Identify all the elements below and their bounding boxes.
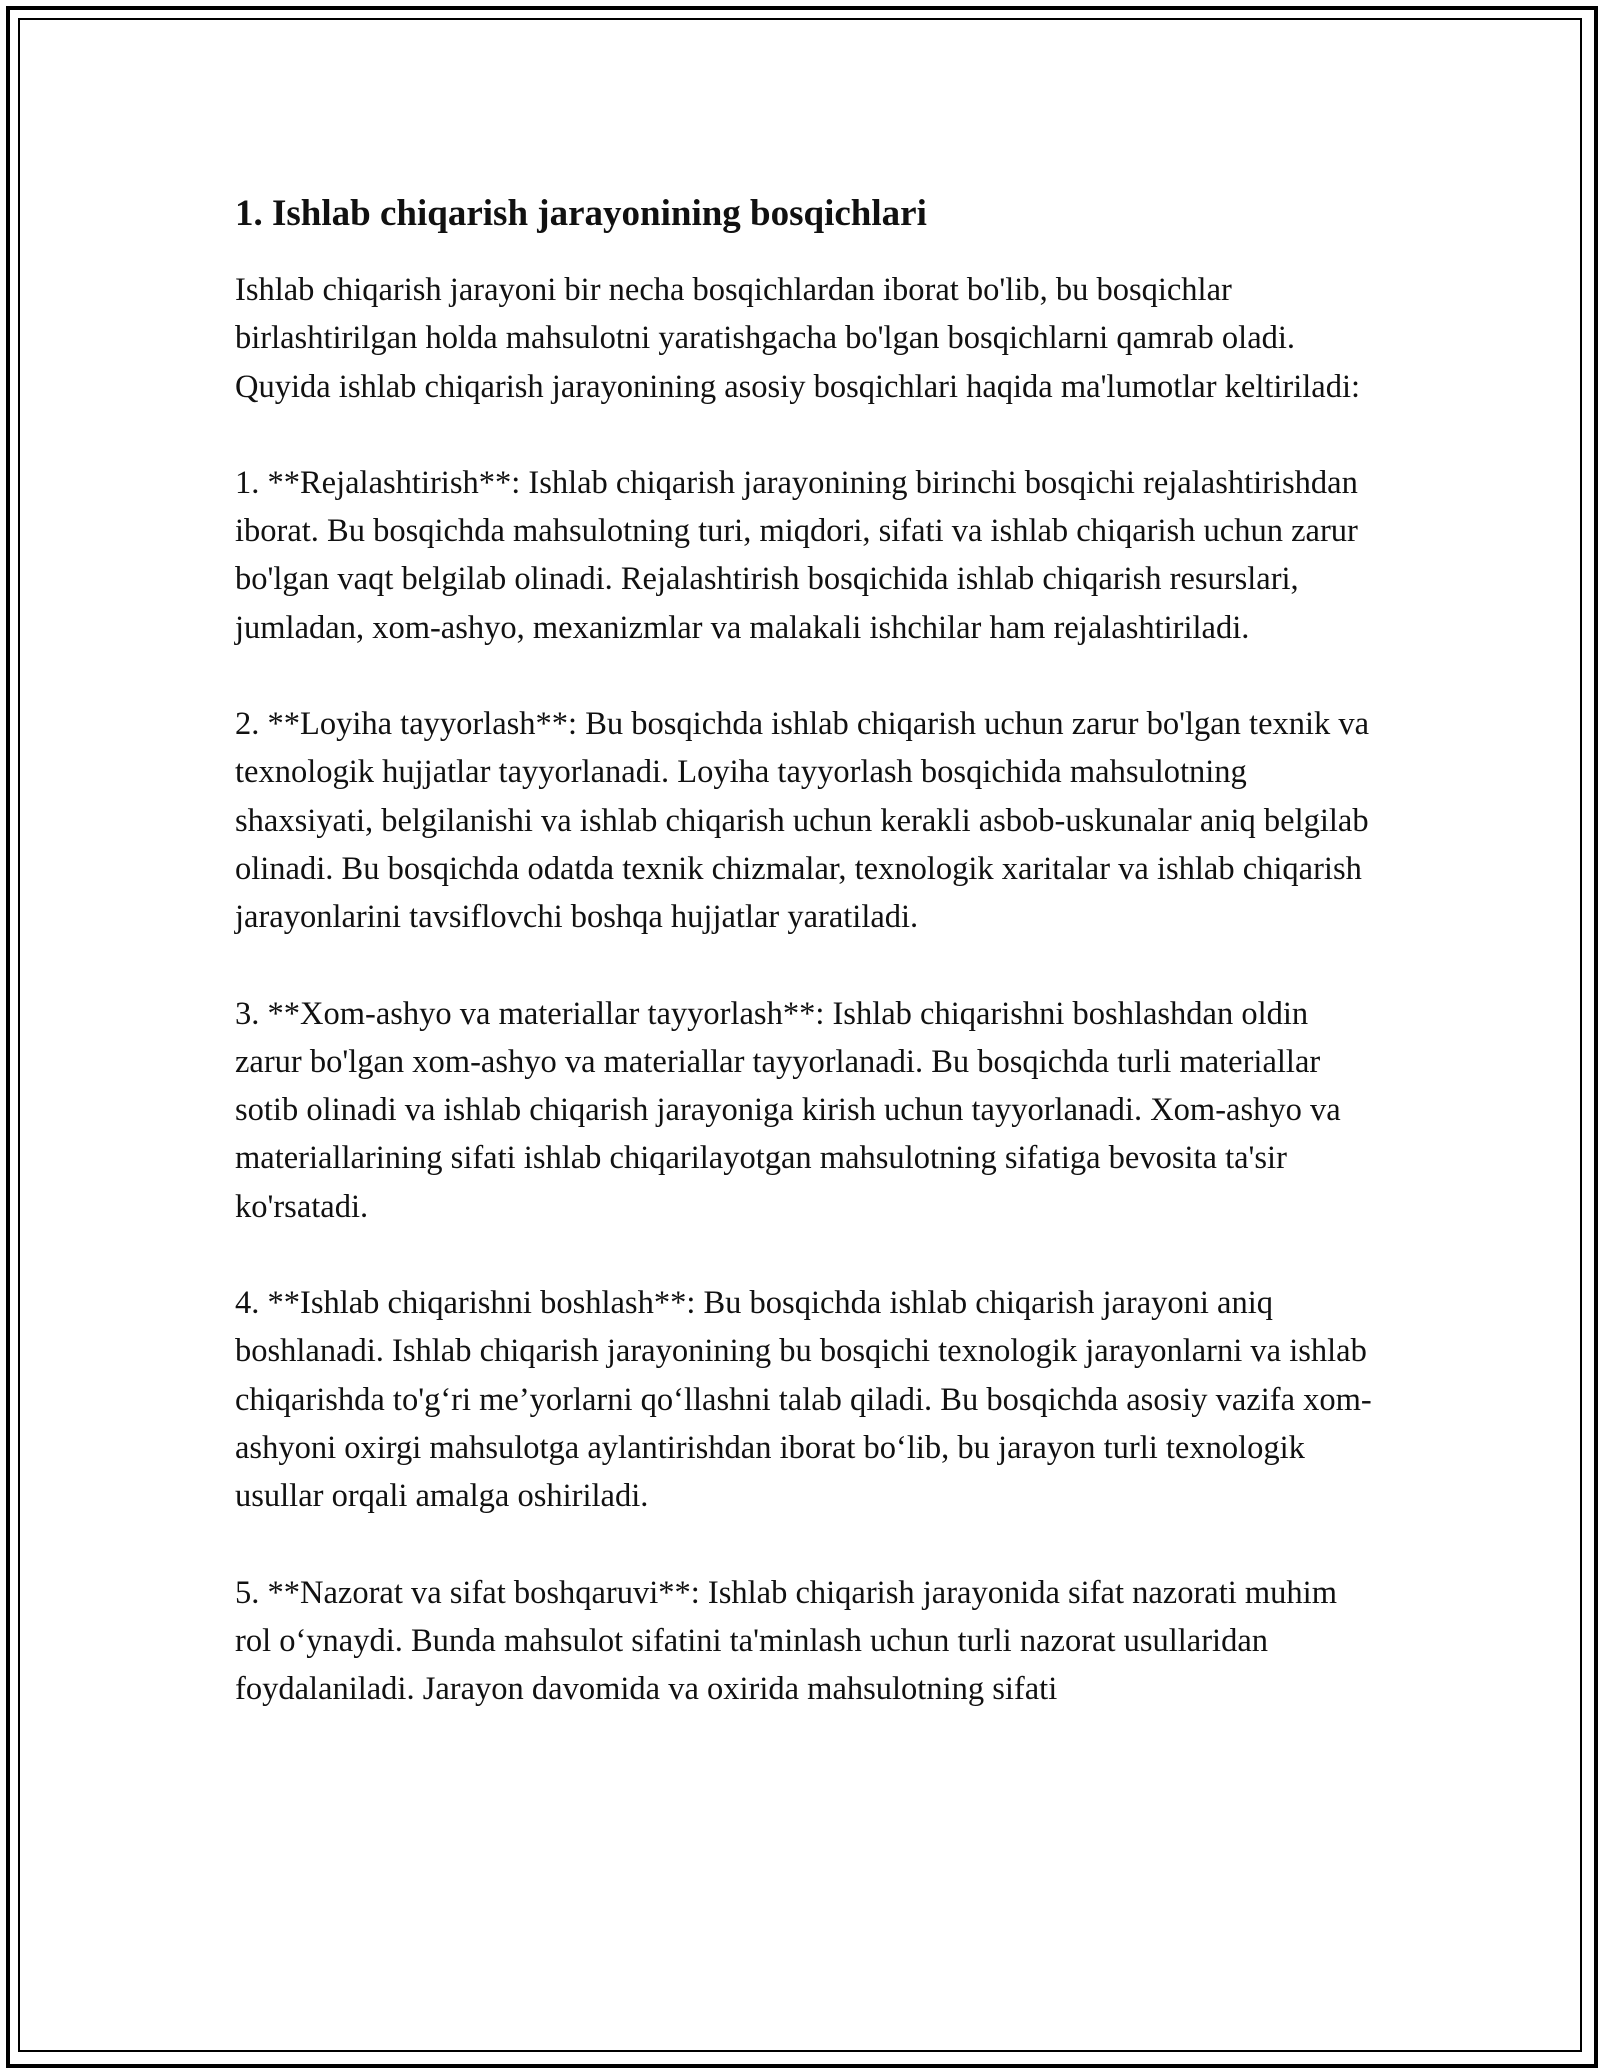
- document-title: 1. Ishlab chiqarish jarayonining bosqichlari: [235, 193, 927, 234]
- document-body: [235, 188, 1375, 1713]
- paragraph-nazorat-sifat: 5. **Nazorat va sifat boshqaruvi**: Ishlab chiqarish jarayonida sifat nazorati muhim rol o‘ynaydi. Bunda mahsulot sifatini ta'minlash uchun turli nazorat usullaridan foydalaniladi. Jarayon davomida va oxirida mahsulotning sifati: [235, 1574, 1337, 1708]
- paragraph-xom-ashyo: 3. **Xom-ashyo va materiallar tayyorlash**: Ishlab chiqarishni boshlashdan oldin zarur bo'lgan xom-ashyo va materiallar tayyorlanadi. Bu bosqichda turli materiallar sotib olinadi va ishlab chiqarish jarayoniga kirish uchun tayyorlanadi. Xom-ashyo va materiallarining sifati ishlab chiqarilayotgan mahsulotning sifatiga bevosita ta'sir ko'rsatadi.: [235, 995, 1341, 1225]
- paragraph-rejalashtirish: 1. **Rejalashtirish**: Ishlab chiqarish jarayonining birinchi bosqichi rejalashtirishdan iborat. Bu bosqichda mahsulotning turi, miqdori, sifati va ishlab chiqarish uchun zarur bo'lgan vaqt belgilab olinadi. Rejalashtirish bosqichida ishlab chiqarish resurslari, jumladan, xom-ashyo, mexanizmlar va malakali ishchilar ham rejalashtiriladi.: [235, 464, 1358, 646]
- paragraph-ishlab-chiqarishni-boshlash: 4. **Ishlab chiqarishni boshlash**: Bu bosqichda ishlab chiqarish jarayoni aniq boshlanadi. Ishlab chiqarish jarayonining bu bosqichi texnologik jarayonlarni va ishlab chiqarishda to'g‘ri me’yorlarni qo‘llashni talab qiladi. Bu bosqichda asosiy vazifa xom-ashyoni oxirgi mahsulotga aylantirishdan iborat bo‘lib, bu jarayon turli texnologik usullar orqali amalga oshiriladi.: [235, 1285, 1372, 1515]
- paragraph-loyiha-tayyorlash: 2. **Loyiha tayyorlash**: Bu bosqichda ishlab chiqarish uchun zarur bo'lgan texnik va texnologik hujjatlar tayyorlanadi. Loyiha tayyorlash bosqichida mahsulotning shaxsiyati, belgilanishi va ishlab chiqarish uchun kerakli asbob-uskunalar aniq belgilab olinadi. Bu bosqichda odatda texnik chizmalar, texnologik xaritalar va ishlab chiqarish jarayonlarini tavsiflovchi boshqa hujjatlar yaratiladi.: [235, 706, 1370, 936]
- intro-paragraph: Ishlab chiqarish jarayoni bir necha bosqichlardan iborat bo'lib, bu bosqichlar birlashtirilgan holda mahsulotni yaratishgacha bo'lgan bosqichlarni qamrab oladi. Quyida ishlab chiqarish jarayonining asosiy bosqichlari haqida ma'lumotlar keltiriladi:: [235, 272, 1361, 405]
